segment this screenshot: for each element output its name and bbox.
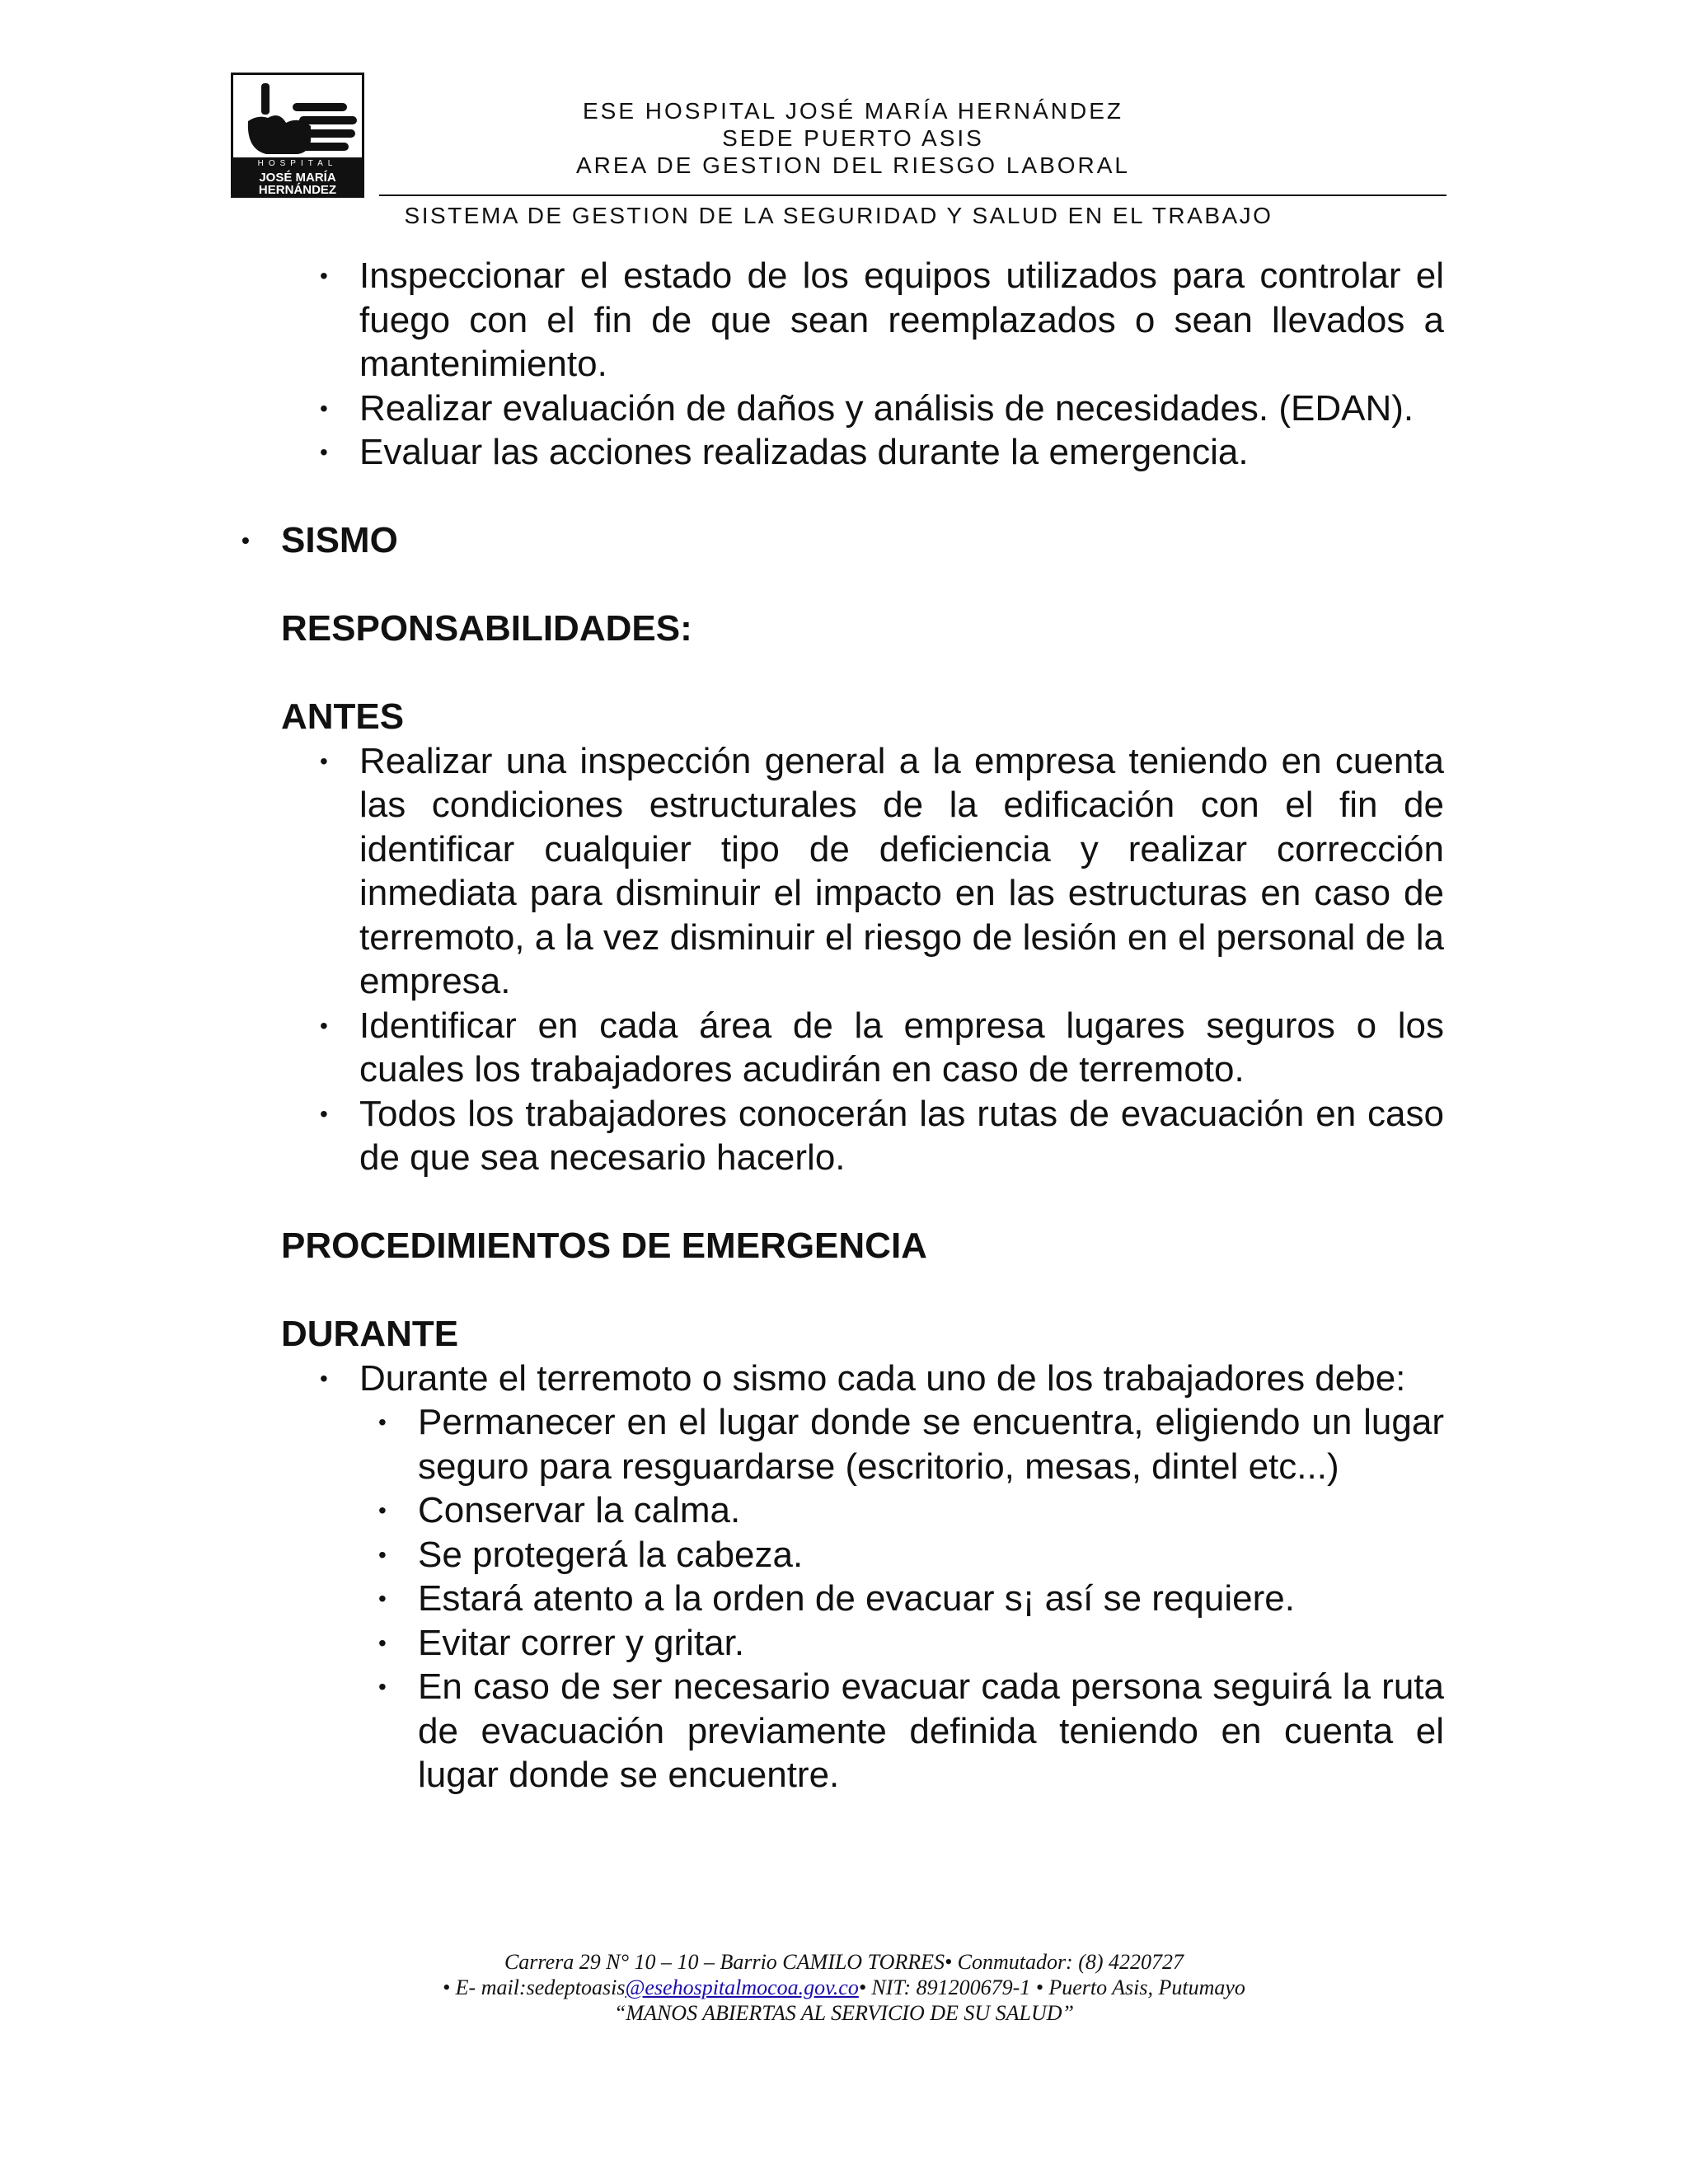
footer-email-prefix: • E- mail:sedeptoasis — [443, 1975, 626, 1999]
footer-nit: • NIT: 891200679-1 • Puerto Asis, Putumayo — [858, 1975, 1245, 1999]
list-item: • Durante el terremoto o sismo cada uno de los trabajadores debe: — [359, 1357, 1444, 1401]
durante-list — [0, 1357, 1688, 1401]
system-title: SISTEMA DE GESTION DE LA SEGURIDAD Y SALUD EN EL TRABAJO — [404, 203, 1273, 228]
durante-sublist — [0, 1400, 1688, 1797]
sub-list-item: • Conservar la calma. — [418, 1488, 1444, 1533]
spacer — [0, 651, 1688, 696]
spacer — [0, 563, 1688, 607]
hospital-logo — [231, 73, 364, 204]
section-list — [0, 518, 1688, 563]
procedures-heading: PROCEDIMIENTOS DE EMERGENCIA — [281, 1226, 927, 1266]
responsibilities-heading: RESPONSABILIDADES: — [281, 608, 692, 649]
logo-lettering — [233, 157, 362, 204]
logo-line-3: EMPRESA SOCIAL DEL ESTADO — [253, 199, 342, 204]
durante-heading: DURANTE — [281, 1314, 459, 1354]
section-title: • SISMO — [281, 518, 1444, 563]
logo-line-2: JOSÉ MARÍA HERNÁNDEZ — [258, 171, 337, 197]
list-item: • Evaluar las acciones realizadas durante la emergencia. — [359, 430, 1444, 475]
antes-heading: ANTES — [281, 696, 405, 737]
spacer — [0, 1180, 1688, 1225]
org-site: SEDE PUERTO ASIS — [722, 125, 984, 151]
footer-contact — [0, 1975, 1688, 2000]
spacer — [0, 1268, 1688, 1313]
email-link[interactable]: @esehospitalmocoa.gov.co — [625, 1975, 859, 1999]
footer-slogan: “MANOS ABIERTAS AL SERVICIO DE SU SALUD” — [613, 2001, 1075, 2025]
list-item: • Identificar en cada área de la empresa lugares seguros o los cuales los trabajadores acudirán en caso de terremoto. — [359, 1004, 1444, 1092]
list-item: • Inspeccionar el estado de los equipos utilizados para controlar el fuego con el fin de que sean reemplazados o sean llevados a mantenimiento. — [359, 254, 1444, 387]
sub-list-item: • Evitar correr y gritar. — [418, 1621, 1444, 1666]
list-item: • Realizar una inspección general a la empresa teniendo en cuenta las condiciones estructurales de la edificación con el fin de identificar cualquier tipo de deficiencia y realizar corrección inmediata para disminuir el impacto en las estructuras en caso de terremoto, a la vez disminuir el riesgo de lesión en el personal de la empresa. — [359, 739, 1444, 1004]
list-item: • Realizar evaluación de daños y análisis de necesidades. (EDAN). — [359, 387, 1444, 431]
page-footer — [0, 1949, 1688, 2026]
sub-list-item: • Permanecer en el lugar donde se encuentra, eligiendo un lugar seguro para resguardarse (escritorio, mesas, dintel etc...) — [418, 1400, 1444, 1488]
org-area: AREA DE GESTION DEL RIESGO LABORAL — [575, 152, 1131, 178]
logo-line-1: HOSPITAL — [257, 159, 338, 168]
sub-list-item: • En caso de ser necesario evacuar cada persona seguirá la ruta de evacuación previamente definida teniendo en cuenta el lugar donde se encuentre. — [418, 1665, 1444, 1797]
spacer — [0, 475, 1688, 519]
footer-address: Carrera 29 N° 10 – 10 – Barrio CAMILO TORRES• Conmutador: (8) 4220727 — [504, 1950, 1184, 1974]
top-list — [0, 254, 1688, 475]
header-divider — [379, 194, 1447, 196]
list-item: • Todos los trabajadores conocerán las rutas de evacuación en caso de que sea necesario hacerlo. — [359, 1092, 1444, 1180]
sub-list-item: • Se protegerá la cabeza. — [418, 1533, 1444, 1577]
antes-list — [0, 739, 1688, 1180]
page-header — [0, 0, 1688, 239]
org-name: ESE HOSPITAL JOSÉ MARÍA HERNÁNDEZ — [582, 98, 1123, 124]
organization-titles — [387, 97, 1319, 179]
document-body — [0, 254, 1688, 1797]
sub-list-item: • Estará atento a la orden de evacuar s¡ así se requiere. — [418, 1577, 1444, 1621]
